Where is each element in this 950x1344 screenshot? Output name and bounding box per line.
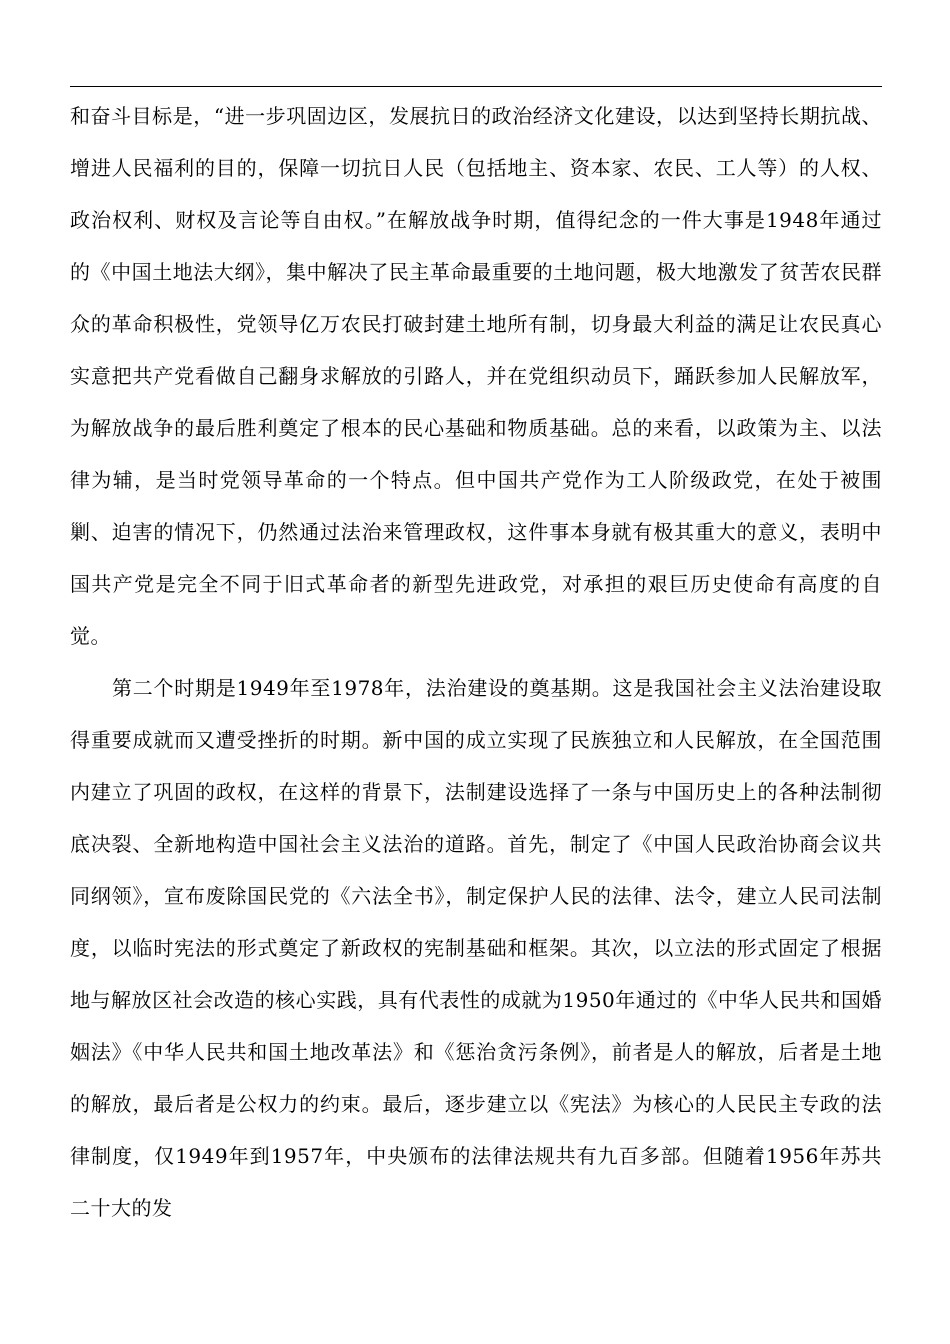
document-body <box>70 90 882 1234</box>
paragraph-1: 和奋斗目标是，“进一步巩固边区，发展抗日的政治经济文化建设，以达到坚持长期抗战、增进人民福利的目的，保障一切抗日人民（包括地主、资本家、农民、工人等）的人权、政治权利、财权及言论等自由权。”在解放战争时期，值得纪念的一件大事是1948年通过的《中国土地法大纲》，集中解决了民主革命最重要的土地问题，极大地激发了贫苦农民群众的革命积极性，党领导亿万农民打破封建土地所有制，切身最大利益的满足让农民真心实意把共产党看做自己翻身求解放的引路人，并在党组织动员下，踊跃参加人民解放军，为解放战争的最后胜利奠定了根本的民心基础和物质基础。总的来看，以政策为主、以法律为辅，是当时党领导革命的一个特点。但中国共产党作为工人阶级政党，在处于被围剿、迫害的情况下，仍然通过法治来管理政权，这件事本身就有极其重大的意义，表明中国共产党是完全不同于旧式革命者的新型先进政党，对承担的艰巨历史使命有高度的自觉。 <box>70 104 882 648</box>
paragraph-2: 第二个时期是1949年至1978年，法治建设的奠基期。这是我国社会主义法治建设取得重要成就而又遭受挫折的时期。新中国的成立实现了民族独立和人民解放，在全国范围内建立了巩固的政权，在这样的背景下，法制建设选择了一条与中国历史上的各种法制彻底决裂、全新地构造中国社会主义法治的道路。首先，制定了《中国人民政治协商会议共同纲领》，宣布废除国民党的《六法全书》，制定保护人民的法律、法令，建立人民司法制度，以临时宪法的形式奠定了新政权的宪制基础和框架。其次，以立法的形式固定了根据地与解放区社会改造的核心实践，具有代表性的成就为1950年通过的《中华人民共和国婚姻法》《中华人民共和国土地改革法》和《惩治贪污条例》，前者是人的解放，后者是土地的解放，最后者是公权力的约束。最后，逐步建立以《宪法》为核心的人民民主专政的法律制度，仅1949年到1957年，中央颁布的法律法规共有九百多部。但随着1956年苏共二十大的发 <box>70 676 882 1220</box>
header-rule <box>70 86 882 87</box>
